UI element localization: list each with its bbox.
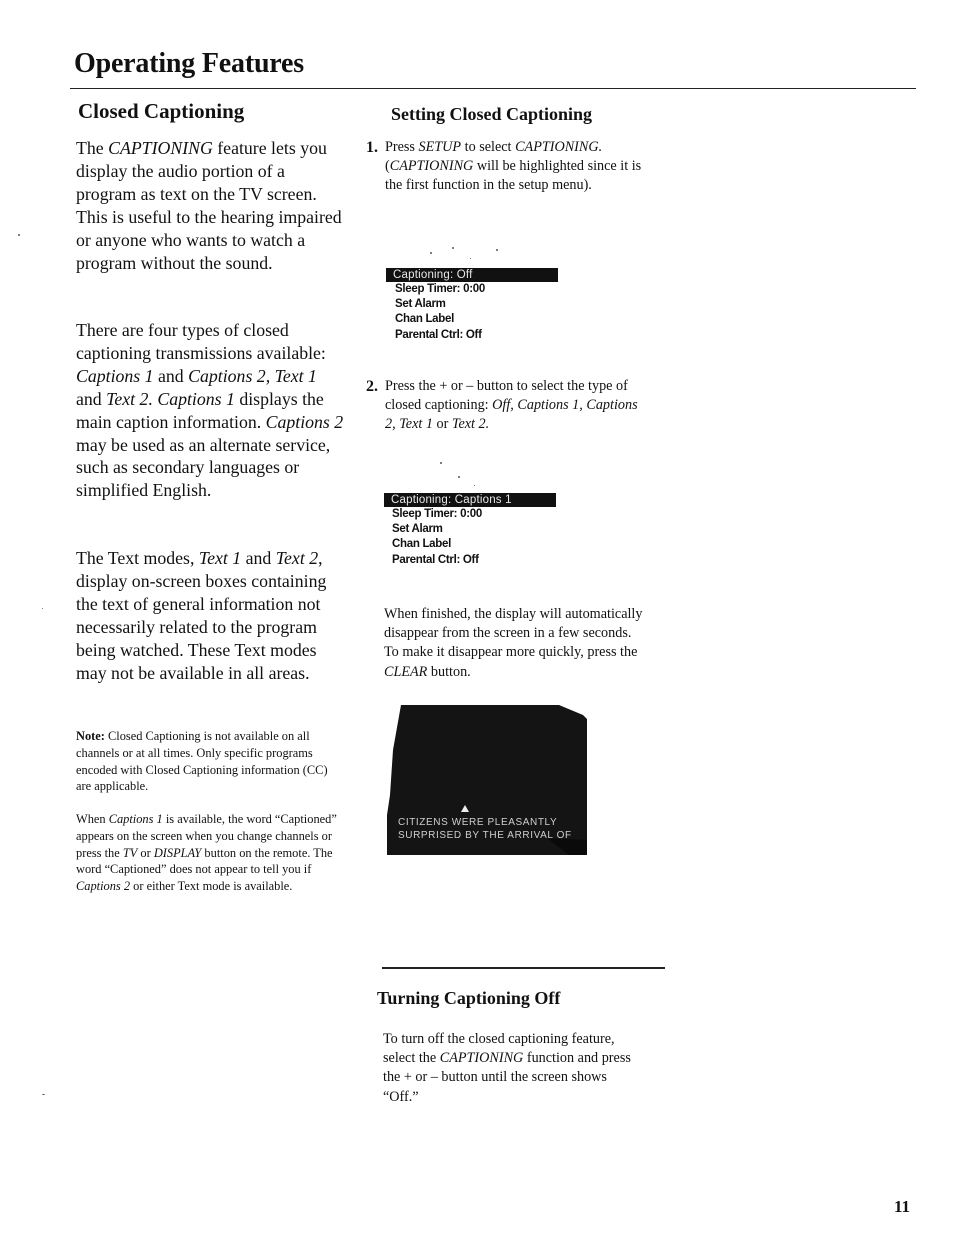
section-divider	[382, 967, 665, 969]
closed-captioning-heading: Closed Captioning	[78, 99, 245, 123]
menu-item-sleep-timer: Sleep Timer: 0:00	[392, 508, 482, 520]
turning-off-paragraph: To turn off the closed captioning feature, select the CAPTIONING function and press the + or – button until the screen shows “Off.”	[383, 1031, 631, 1105]
step-number: 1.	[366, 139, 378, 156]
intro-paragraph: The CAPTIONING feature lets you display the audio portion of a program as text on the TV screen. This is useful to the hearing impaired or anyone who wants to watch a program without the sound.	[76, 138, 342, 273]
caption-line-1: CITIZENS WERE PLEASANTLY	[398, 817, 558, 828]
menu-item-parental-ctrl: Parental Ctrl: Off	[395, 328, 482, 341]
text-modes-paragraph: The Text modes, Text 1 and Text 2, display on-screen boxes containing the text of general information not necessarily related to the program being watched. These Text modes may not be available in all areas.	[76, 548, 327, 683]
availability-note: Note: Closed Captioning is not available on all channels or at all times. Only specific programs encoded with Closed Captioning information (CC) are applicable.	[76, 729, 328, 794]
print-speck	[42, 608, 43, 609]
finished-paragraph: When finished, the display will automatically disappear from the screen in a few seconds. To make it disappear more quickly, press the CLEAR button.	[384, 606, 643, 680]
print-speck	[470, 258, 471, 259]
captioned-word-note: When Captions 1 is available, the word “Captioned” appears on the screen when you change channels or press the TV or DISPLAY button on the remote. The word “Captioned” does not appear to tell you if Captions 2 or either Text mode is available.	[76, 812, 337, 894]
step-number: 2.	[366, 378, 378, 395]
title-rule	[70, 88, 916, 89]
caption-types-paragraph: There are four types of closed captioning transmissions available: Captions 1 and Captions 2, Text 1 and Text 2. Captions 1 displays the main caption information. Captions 2 may be used as an alternate service, such as secondary languages or simplified English.	[76, 320, 344, 501]
setup-menu-captions-1	[384, 493, 556, 568]
setting-captioning-heading: Setting Closed Captioning	[391, 104, 593, 124]
turning-captioning-off-heading: Turning Captioning Off	[377, 988, 561, 1008]
menu-item-set-alarm: Set Alarm	[392, 523, 443, 536]
print-speck	[42, 1094, 45, 1095]
print-speck	[496, 249, 498, 251]
print-speck	[18, 234, 20, 236]
menu-item-parental-ctrl: Parental Ctrl: Off	[392, 553, 479, 566]
menu-item-chan-label: Chan Label	[395, 313, 454, 326]
menu-item-sleep-timer: Sleep Timer: 0:00	[395, 283, 485, 295]
print-speck	[430, 252, 432, 254]
caption-line-2: SURPRISED BY THE ARRIVAL OF	[398, 830, 572, 841]
menu-item-chan-label: Chan Label	[392, 538, 451, 551]
step-text: Press the + or – button to select the type of closed captioning: Off, Captions 1, Captions 2, Text 1 or Text 2.	[385, 378, 638, 433]
step-text: Press SETUP to select CAPTIONING. (CAPTIONING will be highlighted since it is the first function in the setup menu).	[385, 139, 642, 194]
page-title: Operating Features	[74, 48, 304, 79]
step-2	[366, 377, 642, 435]
setup-menu-captioning-off	[386, 268, 558, 343]
page-number: 11	[894, 1197, 911, 1216]
step-1	[366, 138, 642, 196]
menu-item-set-alarm: Set Alarm	[395, 298, 446, 311]
print-speck	[458, 476, 460, 478]
print-speck	[474, 485, 475, 486]
print-speck	[452, 247, 454, 249]
menu-highlight-bar: Captioning: Captions 1	[384, 493, 556, 507]
print-speck	[440, 462, 442, 464]
menu-highlight-bar: Captioning: Off	[386, 268, 558, 282]
